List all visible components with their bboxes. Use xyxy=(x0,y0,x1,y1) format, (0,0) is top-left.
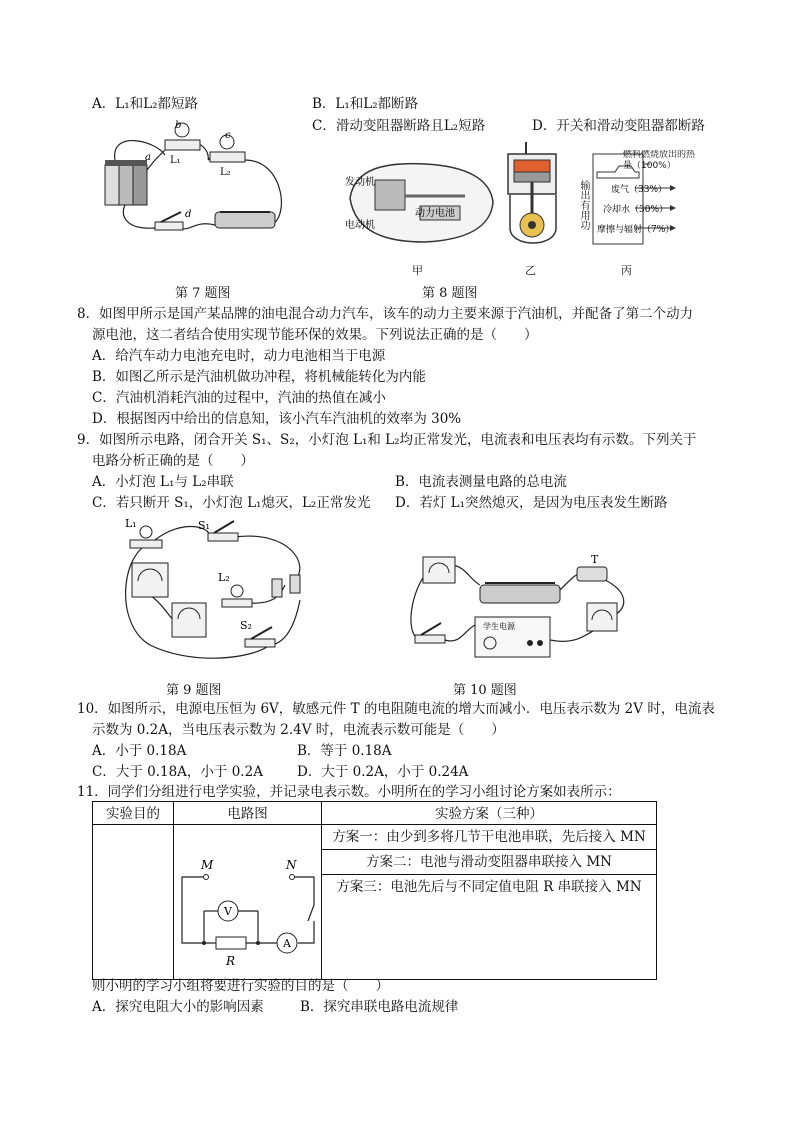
switch-icon xyxy=(155,212,183,230)
energy-input-label: 燃料燃烧放出的热量（100%） xyxy=(623,150,696,171)
q10-option-a: A．小于 0.18A xyxy=(92,743,187,759)
label-v: V xyxy=(224,905,232,918)
engine-block-icon xyxy=(375,180,405,210)
q8-option-c: C．汽油机消耗汽油的过程中，汽油的热值在减小 xyxy=(92,390,386,406)
q9-stem-line2: 电路分析正确的是（ ） xyxy=(92,453,254,469)
q7-option-d: D．开关和滑动变阻器都断路 xyxy=(532,118,705,134)
q11-question: 则小明的学习小组将要进行实验的目的是（ ） xyxy=(92,978,389,994)
label-l2: L₂ xyxy=(220,167,231,178)
figure-9-circuit xyxy=(110,515,325,665)
q11-option-b: B．探究串联电路电流规律 xyxy=(300,999,459,1015)
figure-8-caption: 第 8 题图 xyxy=(422,286,478,301)
voltmeter-icon xyxy=(423,557,455,583)
label-jia: 甲 xyxy=(412,264,423,277)
q10-option-b: B．等于 0.18A xyxy=(297,743,392,759)
figure-9-caption: 第 9 题图 xyxy=(166,683,222,698)
label-d: d xyxy=(185,209,192,220)
battery-icon xyxy=(272,575,300,597)
circuit-cell xyxy=(174,825,322,980)
q11-circuit-diagram xyxy=(174,825,321,975)
label-n: N xyxy=(286,858,297,872)
figure-7-circuit xyxy=(95,120,295,245)
label-m: M xyxy=(201,858,214,872)
q8-option-b: B．如图乙所示是汽油机做功冲程，将机械能转化为内能 xyxy=(92,369,426,385)
label-yi: 乙 xyxy=(525,264,536,277)
q9-option-a: A．小灯泡 L₁与 L₂串联 xyxy=(92,474,234,490)
ammeter-icon xyxy=(172,603,206,637)
bulb-l1-icon xyxy=(165,123,200,150)
q7-option-b: B．L₁和L₂都断路 xyxy=(312,96,419,112)
sensor-t-icon xyxy=(577,567,607,581)
switch-s1-icon xyxy=(208,521,238,541)
q11-table xyxy=(92,801,657,980)
q9-option-d: D．若灯 L₁突然熄灭，是因为电压表发生断路 xyxy=(395,495,668,511)
q9-option-b: B．电流表测量电路的总电流 xyxy=(395,474,567,490)
q8-option-d: D．根据图丙中给出的信息知，该小汽车汽油机的效率为 30% xyxy=(92,411,462,427)
label-power-supply: 学生电源 xyxy=(483,622,515,631)
label-bing: 丙 xyxy=(621,264,632,277)
label-s1: S₁ xyxy=(198,519,210,532)
plan-2: 方案二：电池与滑动变阻器串联接入 MN xyxy=(322,850,656,875)
switch-icon xyxy=(415,623,445,643)
switch-lever xyxy=(308,905,314,921)
purpose-cell xyxy=(93,825,174,980)
terminal-m xyxy=(204,875,209,880)
header-circuit: 电路图 xyxy=(174,802,322,825)
q10-option-c: C．大于 0.18A，小于 0.2A xyxy=(92,764,263,780)
plan-1: 方案一：由少到多将几节干电池串联，先后接入 MN xyxy=(322,825,656,850)
energy-output-label: 输出有用功 xyxy=(578,180,589,230)
q8-stem-line1: 8．如图甲所示是国产某品牌的油电混合动力汽车，该车的动力主要来源于汽油机，并配备了第二个动力 xyxy=(77,306,694,322)
resistor-r xyxy=(216,937,246,949)
q11-option-a: A．探究电阻大小的影响因素 xyxy=(92,999,264,1015)
figure-7-caption: 第 7 题图 xyxy=(175,286,231,301)
voltmeter-icon xyxy=(132,563,168,597)
label-b: b xyxy=(175,120,182,131)
figure-10-circuit xyxy=(405,545,635,665)
label-a: A xyxy=(283,937,291,950)
label-l2: L₂ xyxy=(218,571,230,584)
plans-cell xyxy=(322,825,657,980)
rheostat-icon xyxy=(215,212,275,228)
label-l1: L₁ xyxy=(125,517,137,530)
q9-option-c: C．若只断开 S₁，小灯泡 L₁熄灭，L₂正常发光 xyxy=(92,495,371,511)
q8-stem-line2: 源电池，这二者结合使用实现节能环保的效果。下列说法正确的是（ ） xyxy=(92,327,538,343)
label-c: c xyxy=(225,130,231,141)
plan-3: 方案三：电池先后与不同定值电阻 R 串联接入 MN xyxy=(336,879,642,895)
label-l1: L₁ xyxy=(170,155,181,166)
q10-stem-line2: 示数为 0.2A，当电压表示数为 2.4V 时，电流表示数可能是（ ） xyxy=(92,722,505,738)
q9-stem-line1: 9．如图所示电路，闭合开关 S₁、S₂，小灯泡 L₁和 L₂均正常发光，电流表和电压表均有示数。下列关于 xyxy=(77,432,697,448)
q10-stem-line1: 10．如图所示，电源电压恒为 6V，敏感元件 T 的电阻随电流的增大而减小．电压表示数为 2V 时，电流表 xyxy=(77,701,715,717)
q8-option-a: A．给汽车动力电池充电时，动力电池相当于电源 xyxy=(92,348,386,364)
figure-10-caption: 第 10 题图 xyxy=(453,683,517,698)
energy-item-cooling: 冷却水（30%） xyxy=(603,205,669,215)
header-plans: 实验方案（三种） xyxy=(322,802,657,825)
battery-pack-icon xyxy=(105,160,147,205)
energy-item-exhaust: 废气（33%） xyxy=(611,185,668,195)
rheostat-icon xyxy=(480,583,560,603)
label-s2: S₂ xyxy=(240,619,252,632)
label-r: R xyxy=(226,954,236,968)
header-purpose: 实验目的 xyxy=(93,802,174,825)
label-motor: 电动机 xyxy=(345,220,375,231)
figure-8-car xyxy=(345,158,495,246)
label-a: a xyxy=(145,152,151,163)
bulb-l2-icon xyxy=(222,585,252,607)
q7-option-a: A．L₁和L₂都短路 xyxy=(92,96,199,112)
terminal-n xyxy=(290,875,295,880)
figure-8-engine-cylinder xyxy=(500,140,565,250)
q11-stem: 11．同学们分组进行电学实验，并记录电表示数。小明所在的学习小组讨论方案如表所示： xyxy=(77,784,621,800)
q7-option-c: C．滑动变阻器断路且L₂短路 xyxy=(312,118,486,134)
energy-item-friction: 摩擦与辐射（7%） xyxy=(597,225,675,235)
label-engine: 发动机 xyxy=(345,177,375,188)
label-t: T xyxy=(591,553,599,566)
figure-8-energy-flow xyxy=(575,150,700,255)
label-battery: 动力电池 xyxy=(415,208,455,219)
ammeter-icon xyxy=(587,603,617,631)
q10-option-d: D．大于 0.2A，小于 0.24A xyxy=(297,764,469,780)
